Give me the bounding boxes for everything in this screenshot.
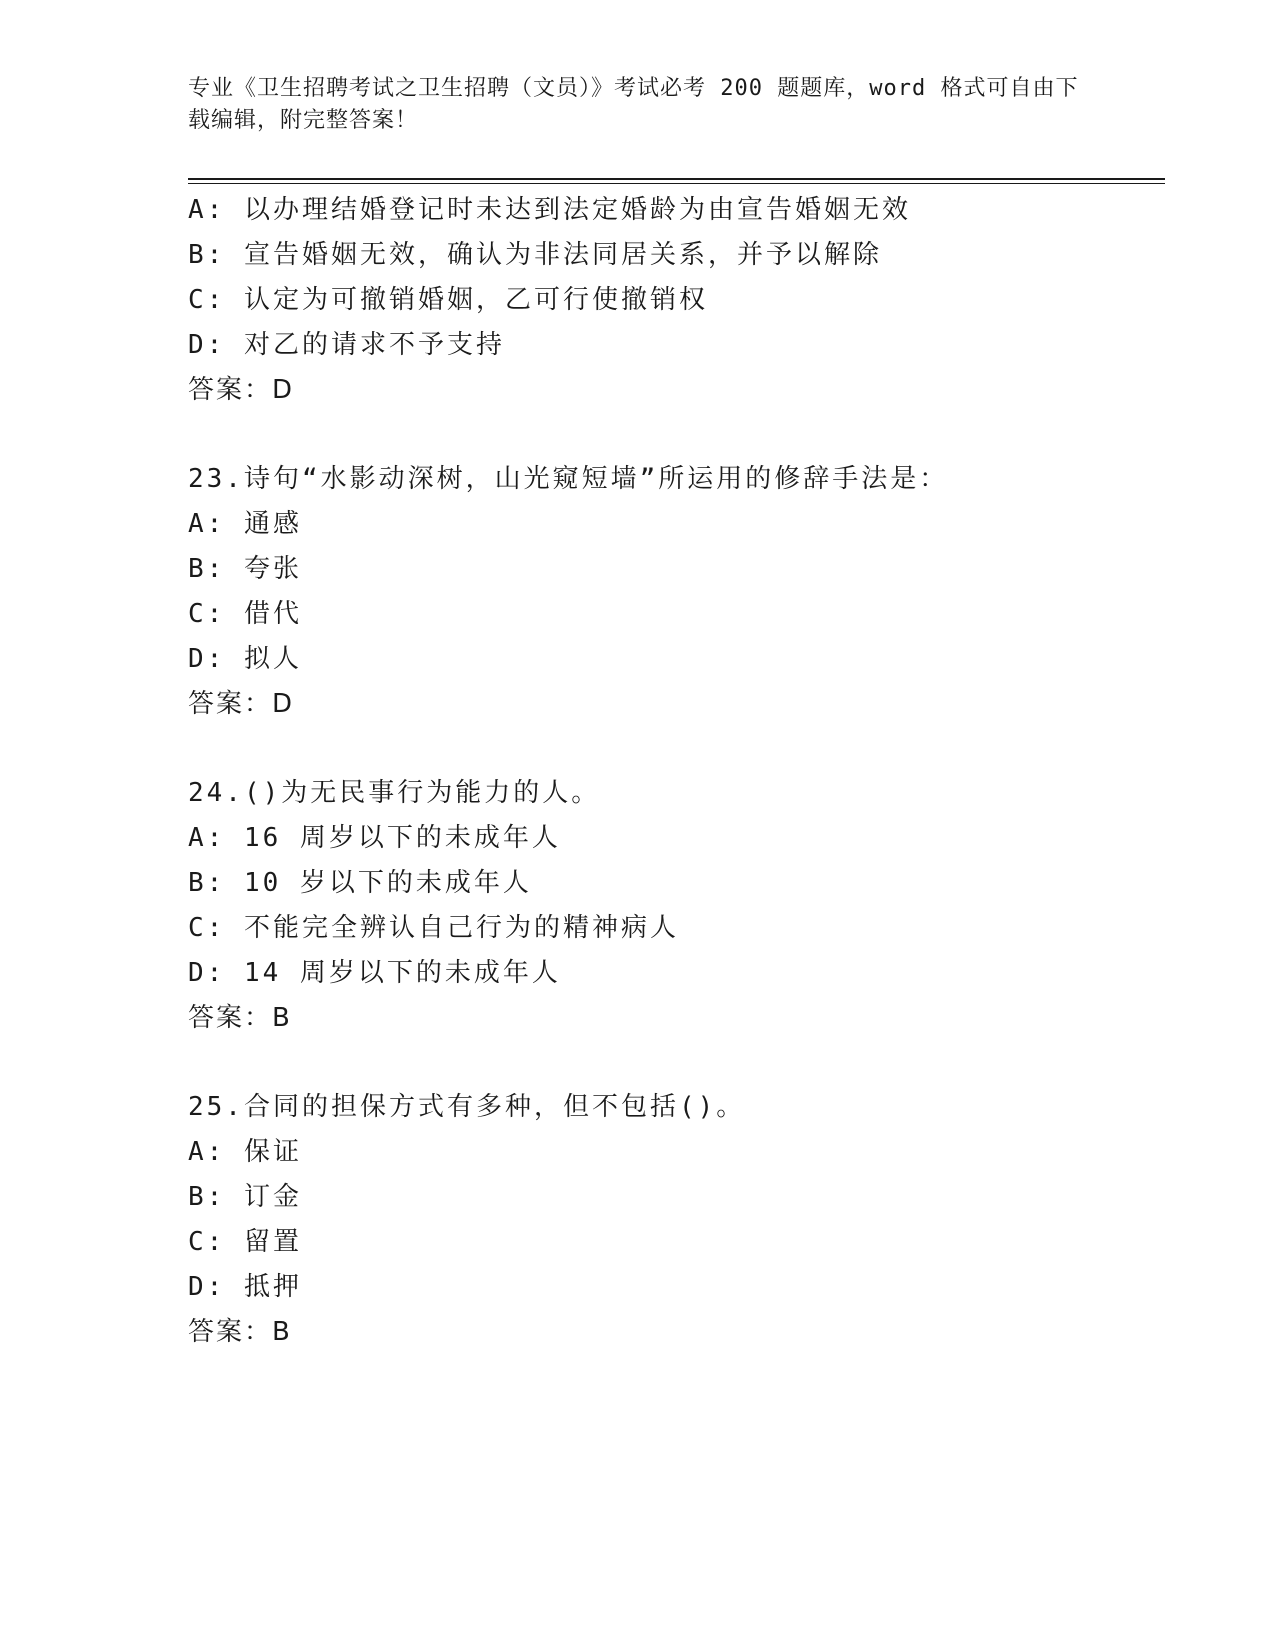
q23-option-a: A: 通感	[188, 509, 302, 539]
q25-option-c: C: 留置	[188, 1227, 302, 1257]
q23-stem: 23.诗句“水影动深树，山光窥短墙”所运用的修辞手法是：	[188, 464, 949, 494]
q22-option-d: D: 对乙的请求不予支持	[188, 330, 505, 360]
q24-answer: 答案：B	[188, 1003, 292, 1033]
document-header: 专业《卫生招聘考试之卫生招聘（文员）》考试必考 200 题题库，word 格式可自由下载编辑，附完整答案！	[188, 76, 1079, 133]
q22-answer: 答案：D	[188, 375, 295, 405]
q22-option-c: C: 认定为可撤销婚姻，乙可行使撤销权	[188, 285, 708, 315]
q25-option-b: B: 订金	[188, 1182, 302, 1212]
q25-option-a: A: 保证	[188, 1137, 302, 1167]
q24-option-d: D: 14 周岁以下的未成年人	[188, 958, 561, 988]
header-divider-thin	[188, 183, 1165, 184]
q25-stem: 25.合同的担保方式有多种，但不包括()。	[188, 1092, 746, 1122]
q23-option-c: C: 借代	[188, 599, 302, 629]
q22-option-a: A: 以办理结婚登记时未达到法定婚龄为由宣告婚姻无效	[188, 195, 911, 225]
q24-option-c: C: 不能完全辨认自己行为的精神病人	[188, 913, 679, 943]
q24-option-a: A: 16 周岁以下的未成年人	[188, 823, 561, 853]
header-divider-thick	[188, 178, 1165, 180]
q23-option-d: D: 拟人	[188, 644, 302, 674]
q25-answer: 答案：B	[188, 1317, 292, 1347]
q25-option-d: D: 抵押	[188, 1272, 302, 1302]
q23-option-b: B: 夸张	[188, 554, 302, 584]
q24-stem: 24.()为无民事行为能力的人。	[188, 778, 601, 808]
q23-answer: 答案：D	[188, 689, 295, 719]
q22-option-b: B: 宣告婚姻无效，确认为非法同居关系，并予以解除	[188, 240, 882, 270]
q24-option-b: B: 10 岁以下的未成年人	[188, 868, 532, 898]
